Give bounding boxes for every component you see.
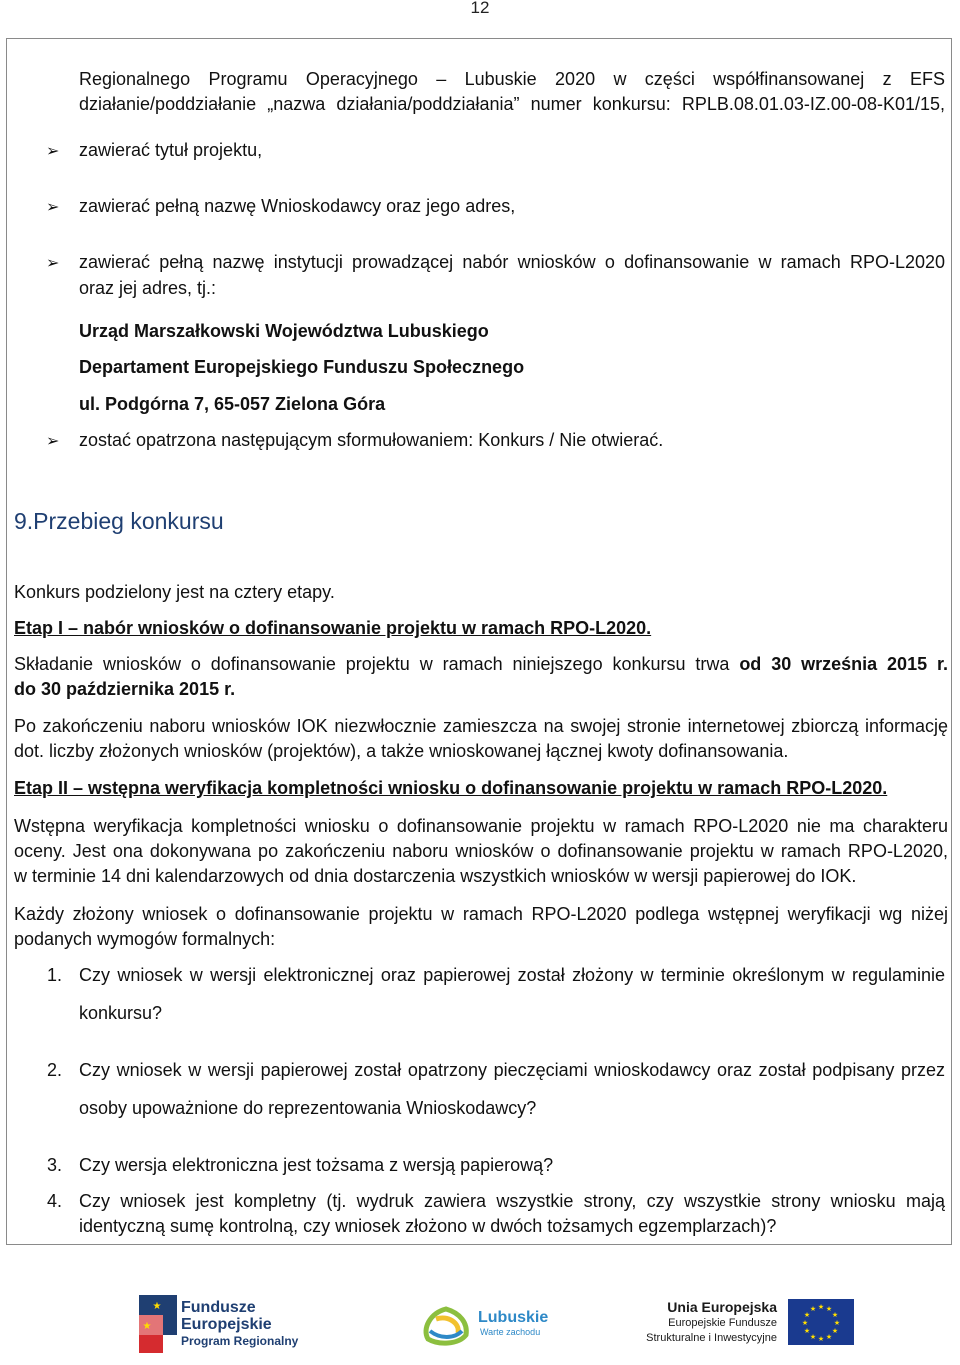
svg-text:★: ★ xyxy=(803,1311,811,1319)
svg-text:★: ★ xyxy=(809,1305,817,1313)
list-number: 1. xyxy=(47,965,63,985)
eu-logo-line-1: Unia Europejska xyxy=(667,1299,777,1315)
svg-text:★: ★ xyxy=(142,1321,152,1332)
fe-logo-line-2: Europejskie xyxy=(181,1316,272,1333)
address-line-3: ul. Podgórna 7, 65-057 Zielona Góra xyxy=(79,394,386,414)
fe-logo-line-3: Program Regionalny xyxy=(181,1334,299,1348)
section-heading: 9.Przebieg konkursu xyxy=(14,508,224,534)
svg-text:★: ★ xyxy=(831,1327,839,1335)
svg-text:★: ★ xyxy=(801,1319,809,1327)
submission-end-date: do 30 października 2015 r. xyxy=(14,679,236,699)
list-number: 4. xyxy=(47,1191,63,1211)
svg-text:★: ★ xyxy=(825,1305,833,1313)
svg-text:★: ★ xyxy=(831,1311,839,1319)
submission-line-1 xyxy=(14,653,948,676)
verification-line-1: Wstępna weryfikacja kompletności wniosku o dofinansowanie projektu w ramach RPO-L2020 nie ma charakteru xyxy=(14,816,948,836)
arrow-bullet-icon: ➢ xyxy=(46,253,60,272)
list-number: 2. xyxy=(47,1060,63,1080)
info-line-1: Po zakończeniu naboru wniosków IOK niezwłocznie zamieszcza na swojej stronie internetowej zbiorczą informację xyxy=(14,716,948,736)
verification-line-2: oceny. Jest ona dokonywana po zakończeniu naboru wniosków o dofinansowanie projektu w ramach RPO-L2020, xyxy=(14,841,948,861)
info-line-2: dot. liczby złożonych wniosków (projektów), a także wnioskowanej łącznej kwoty dofinansowania. xyxy=(14,741,789,761)
bullet-label: zostać opatrzona następującym sformułowaniem: Konkurs / Nie otwierać. xyxy=(79,430,664,450)
submission-start-date: od 30 września 2015 r. xyxy=(739,654,948,674)
list-item-1-line-1: Czy wniosek w wersji elektronicznej oraz papierowej został złożony w terminie określonym w regulaminie xyxy=(79,965,945,985)
bullet-institution: zawierać pełną nazwę instytucji prowadzącej nabór wniosków o dofinansowanie w ramach RPO-L2020 xyxy=(79,252,945,272)
svg-text:★: ★ xyxy=(833,1319,841,1327)
eu-logo-line-3: Strukturalne i Inwestycyjne xyxy=(646,1332,777,1344)
address-line-2: Departament Europejskiego Funduszu Społecznego xyxy=(79,357,525,377)
list-item-1-line-2: konkursu? xyxy=(79,1003,163,1023)
stage-2-title: Etap II – wstępna weryfikacja kompletności wniosku o dofinansowanie projektu w ramach RPO-L2020. xyxy=(14,778,888,798)
list-item-2-line-1: Czy wniosek w wersji papierowej został opatrzony pieczęciami wnioskodawcy oraz został podpisany przez xyxy=(79,1060,945,1080)
list-item-4-line-2: identyczną sumę kontrolną, czy wniosek złożono w dwóch tożsamych egzemplarzach)? xyxy=(79,1216,777,1236)
page-number: 12 xyxy=(470,0,490,17)
logo-bar xyxy=(0,1285,960,1365)
svg-text:★: ★ xyxy=(825,1333,833,1341)
requirements-line-2: podanych wymogów formalnych: xyxy=(14,929,276,949)
intro-line-2: działanie/poddziałanie „nazwa działania/poddziałania” numer konkursu: RPLB.08.01.03-IZ.00-08-K01/15, xyxy=(79,94,945,114)
list-item-2-line-2: osoby upoważnione do reprezentowania Wnioskodawcy? xyxy=(79,1098,537,1118)
submission-text: Składanie wniosków o dofinansowanie projektu w ramach niniejszego konkursu trwa xyxy=(14,654,740,674)
lubuskie-emblem-icon xyxy=(416,1305,476,1347)
requirements-line-1: Każdy złożony wniosek o dofinansowanie projektu w ramach RPO-L2020 podlega wstępnej weryfikacji wg niżej xyxy=(14,904,948,924)
fe-logo-line-1: Fundusze xyxy=(181,1299,256,1316)
svg-text:★: ★ xyxy=(152,1301,162,1312)
bullet-applicant: zawierać pełną nazwę Wnioskodawcy oraz jego adres, xyxy=(79,196,516,216)
bullet-institution-cont: oraz jej adres, tj.: xyxy=(79,278,217,298)
intro-line-1: Regionalnego Programu Operacyjnego – Lubuskie 2020 w części współfinansowanej z EFS xyxy=(79,69,945,89)
paragraph-stages: Konkurs podzielony jest na cztery etapy. xyxy=(14,582,335,602)
eu-flag-icon xyxy=(788,1299,854,1345)
svg-text:★: ★ xyxy=(803,1327,811,1335)
list-item-3-line-1: Czy wersja elektroniczna jest tożsama z wersją papierową? xyxy=(79,1155,554,1175)
address-line-1: Urząd Marszałkowski Województwa Lubuskiego xyxy=(79,321,489,341)
list-item-4-line-1: Czy wniosek jest kompletny (tj. wydruk zawiera wszystkie strony, czy wszystkie strony wniosku mają xyxy=(79,1191,945,1211)
verification-line-3: w terminie 14 dni kalendarzowych od dnia dostarczenia wszystkich wniosków w wersji papierowej do IOK. xyxy=(14,866,857,886)
svg-text:★: ★ xyxy=(817,1335,825,1343)
svg-text:★: ★ xyxy=(809,1333,817,1341)
lubuskie-logo-name: Lubuskie xyxy=(478,1309,549,1326)
arrow-bullet-icon: ➢ xyxy=(46,197,60,216)
list-number: 3. xyxy=(47,1155,63,1175)
bullet-title: zawierać tytuł projektu, xyxy=(79,140,263,160)
lubuskie-logo-tagline: Warte zachodu xyxy=(480,1327,541,1337)
arrow-bullet-icon: ➢ xyxy=(46,431,60,450)
eu-logo-line-2: Europejskie Fundusze xyxy=(668,1317,777,1329)
stage-1-title: Etap I – nabór wniosków o dofinansowanie projektu w ramach RPO-L2020. xyxy=(14,618,652,638)
svg-text:★: ★ xyxy=(817,1303,825,1311)
arrow-bullet-icon: ➢ xyxy=(46,141,60,160)
fundusze-europejskie-icon xyxy=(135,1295,177,1353)
